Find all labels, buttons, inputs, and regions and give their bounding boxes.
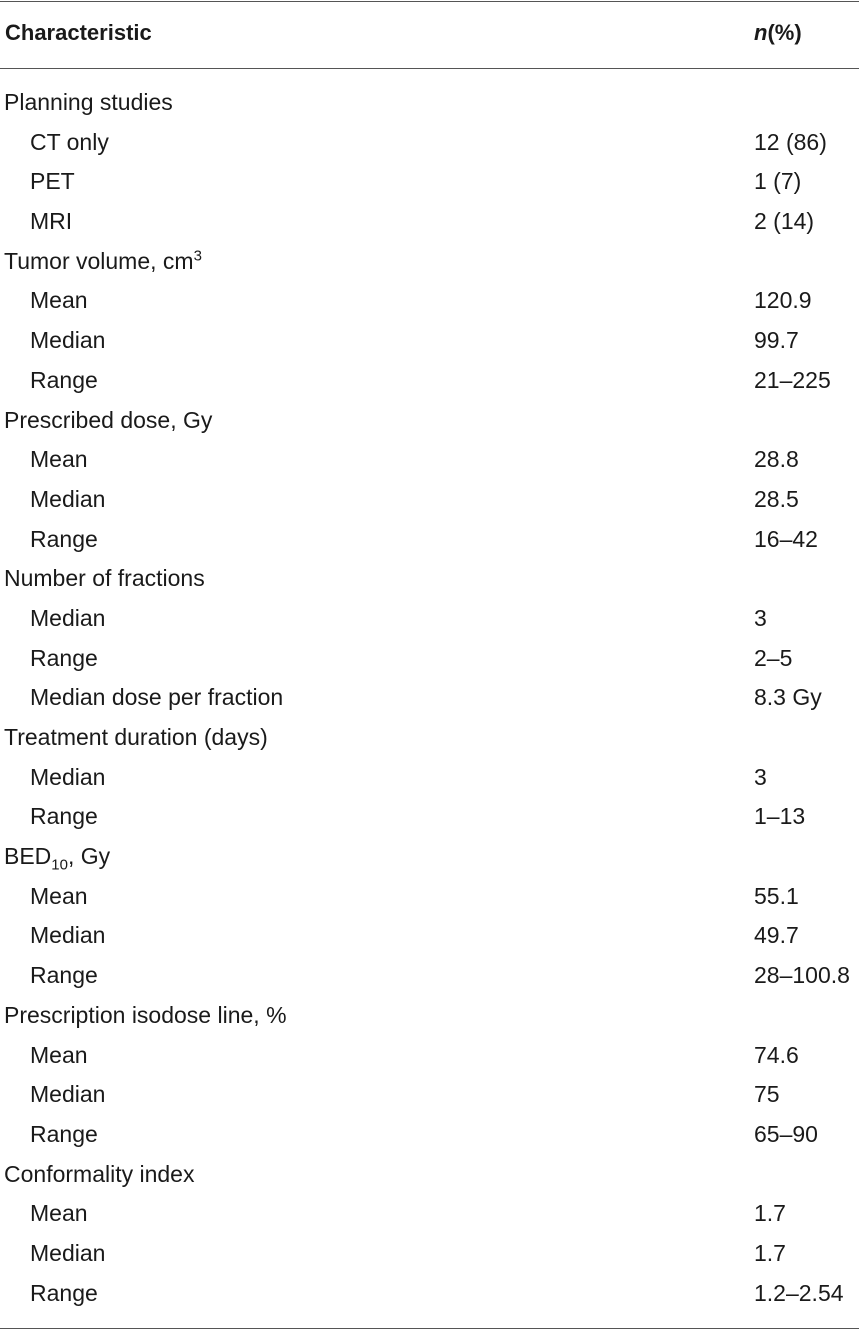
group-row-treatment-duration (0, 717, 859, 757)
row-label: Median (30, 327, 106, 354)
table-row (0, 1035, 859, 1075)
table-row (0, 439, 859, 479)
table-row (0, 201, 859, 241)
row-value: 1.7 (754, 1239, 786, 1266)
table-bottom-rule (0, 1328, 859, 1329)
table-row (0, 796, 859, 836)
group-label-superscript: 3 (193, 247, 202, 265)
header-n: n (754, 20, 768, 45)
row-value: 75 (754, 1081, 780, 1108)
row-value: 12 (86) (754, 128, 827, 155)
row-value: 49.7 (754, 922, 799, 949)
row-label: CT only (30, 128, 109, 155)
row-value: 3 (754, 604, 767, 631)
group-label (4, 842, 111, 874)
header-percent: (%) (767, 20, 802, 45)
table-row (0, 915, 859, 955)
row-label: MRI (30, 208, 73, 235)
table-row (0, 1114, 859, 1154)
row-value: 1 (7) (754, 168, 802, 195)
table-row (0, 161, 859, 201)
table-row (0, 280, 859, 320)
table-row (0, 638, 859, 678)
table-row (0, 1233, 859, 1273)
row-label: Median (30, 922, 106, 949)
row-value: 1.2–2.54 (754, 1279, 844, 1306)
row-label: Range (30, 525, 98, 552)
table-row (0, 479, 859, 519)
group-row-tumor-volume (0, 241, 859, 281)
row-label: Median (30, 485, 106, 512)
header-n-percent (754, 20, 802, 46)
group-label-suffix: , Gy (67, 843, 111, 870)
group-label-subscript: 10 (51, 856, 68, 874)
group-row-bed10 (0, 836, 859, 876)
row-value: 1–13 (754, 803, 806, 830)
group-row-number-of-fractions (0, 558, 859, 598)
row-label: Median (30, 1239, 106, 1266)
row-value: 8.3 Gy (754, 684, 822, 711)
group-label (4, 247, 202, 275)
row-value: 55.1 (754, 882, 799, 909)
table-row (0, 876, 859, 916)
table-row (0, 1273, 859, 1313)
group-label: Planning studies (4, 89, 173, 115)
row-label: Range (30, 1120, 98, 1147)
table-header-row (0, 0, 859, 68)
group-label: Prescription isodose line, % (4, 1001, 287, 1028)
group-row-prescription-isodose-line (0, 995, 859, 1035)
group-row-conformality-index (0, 1154, 859, 1194)
row-label: Range (30, 1279, 98, 1306)
row-value: 99.7 (754, 327, 799, 354)
table-body (0, 82, 859, 1312)
table-row (0, 360, 859, 400)
group-label: Number of fractions (4, 565, 205, 592)
table-row (0, 1074, 859, 1114)
table-row (0, 1193, 859, 1233)
group-row-prescribed-dose (0, 400, 859, 440)
table-row (0, 677, 859, 717)
row-value: 21–225 (754, 366, 831, 393)
group-label: Treatment duration (days) (4, 724, 268, 750)
table-row (0, 519, 859, 559)
row-label: Range (30, 803, 98, 830)
table-row (0, 598, 859, 638)
row-value: 120.9 (754, 287, 812, 314)
table-header-rule (0, 68, 859, 69)
group-label-text: Tumor volume, cm (4, 247, 194, 274)
row-value: 3 (754, 763, 767, 790)
group-label-text: BED (4, 843, 52, 870)
row-value: 2 (14) (754, 208, 815, 235)
row-label: Mean (30, 287, 88, 314)
row-label: Median (30, 604, 106, 631)
row-label: Median (30, 763, 106, 790)
group-row-planning-studies (0, 82, 859, 122)
row-value: 65–90 (754, 1120, 818, 1147)
table-row (0, 955, 859, 995)
row-value: 1.7 (754, 1200, 786, 1227)
row-label: PET (30, 168, 75, 195)
row-label: Mean (30, 1200, 88, 1227)
group-label: Prescribed dose, Gy (4, 406, 213, 433)
row-label: Range (30, 366, 98, 393)
row-value: 28–100.8 (754, 962, 850, 989)
row-label: Range (30, 644, 98, 671)
row-value: 74.6 (754, 1041, 799, 1068)
row-value: 28.8 (754, 446, 799, 473)
table-row (0, 320, 859, 360)
table-row (0, 757, 859, 797)
row-value: 28.5 (754, 485, 799, 512)
row-label: Mean (30, 446, 88, 473)
row-value: 2–5 (754, 644, 793, 671)
row-label: Mean (30, 1041, 88, 1068)
table-row (0, 122, 859, 162)
group-label: Conformality index (4, 1160, 195, 1187)
row-label: Median dose per fraction (30, 684, 284, 711)
row-label: Range (30, 962, 98, 989)
row-value: 16–42 (754, 525, 818, 552)
row-label: Mean (30, 882, 88, 909)
row-label: Median (30, 1081, 106, 1108)
header-characteristic: Characteristic (5, 20, 152, 45)
